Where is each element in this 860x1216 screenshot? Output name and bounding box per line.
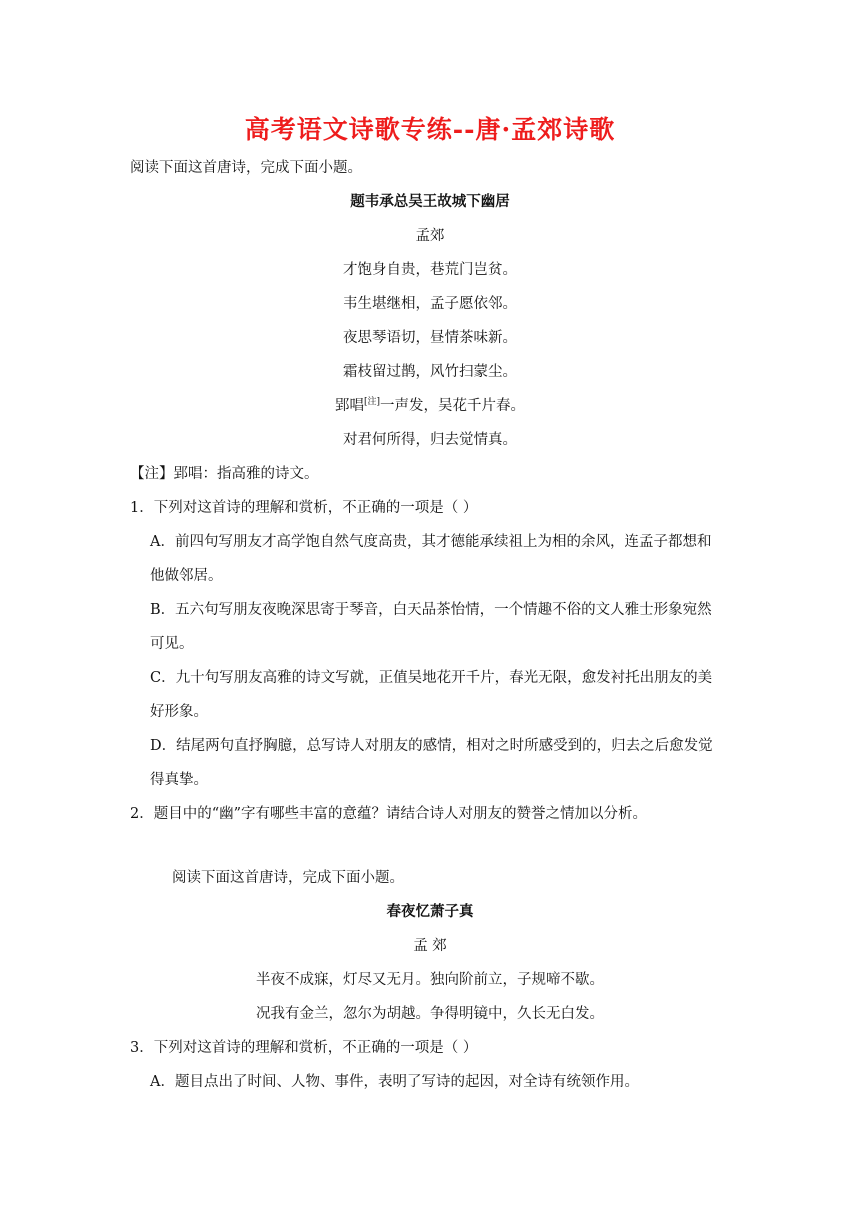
q1-option-b-cont: 可见。 (150, 636, 194, 652)
poem1-line5-pre: 郢唱 (334, 398, 364, 414)
poem1-author: 孟郊 (415, 228, 445, 244)
section2-intro: 阅读下面这首唐诗，完成下面小题。 (172, 870, 404, 886)
q1-option-c-cont: 好形象。 (150, 704, 208, 720)
poem2-line: 半夜不成寐，灯尽又无月。独向阶前立，子规啼不歇。 (256, 972, 604, 988)
q1-option-c: C．九十句写朋友高雅的诗文写就，正值吴地花开千片，春光无限，愈发衬托出朋友的美 (150, 670, 713, 686)
question-3: 3．下列对这首诗的理解和赏析，不正确的一项是（ ） (130, 1040, 478, 1056)
poem1-line: 夜思琴语切，昼情茶味新。 (343, 330, 517, 346)
poem1-line5-post: 一声发，吴花千片春。 (380, 398, 526, 414)
q1-option-d-cont: 得真挚。 (150, 772, 208, 788)
q1-option-b: B．五六句写朋友夜晚深思寄于琴音，白天品茶怡情，一个情趣不俗的文人雅士形象宛然 (150, 602, 712, 618)
poem1-line: 才饱身自贵，巷荒门岂贫。 (343, 262, 517, 278)
document-title: 高考语文诗歌专练--唐·孟郊诗歌 (244, 115, 616, 144)
q1-option-d: D．结尾两句直抒胸臆，总写诗人对朋友的感情，相对之时所感受到的，归去之后愈发觉 (150, 738, 713, 754)
poem1-line: 韦生堪继相，孟子愿依邻。 (343, 296, 517, 312)
q1-option-a-cont: 他做邻居。 (150, 568, 223, 584)
poem1-title: 题韦承总吴王故城下幽居 (350, 193, 510, 210)
poem2-author: 孟 郊 (413, 938, 447, 954)
section1-intro: 阅读下面这首唐诗，完成下面小题。 (130, 160, 362, 176)
q3-option-a: A．题目点出了时间、人物、事件，表明了写诗的起因，对全诗有统领作用。 (150, 1074, 639, 1090)
poem2-title: 春夜忆萧子真 (386, 903, 474, 920)
poem2-line: 况我有金兰，忽尔为胡越。争得明镜中，久长无白发。 (256, 1006, 604, 1022)
footnote-marker: [注] (363, 397, 381, 407)
poem1-line-annotated (0, 394, 860, 415)
poem1-line: 霜枝留过鹊，风竹扫蒙尘。 (343, 364, 517, 380)
q1-option-a: A．前四句写朋友才高学饱自然气度高贵，其才德能承续祖上为相的余风，连孟子都想和 (150, 534, 712, 550)
poem1-note: 【注】郢唱：指高雅的诗文。 (130, 466, 319, 482)
poem1-line: 对君何所得，归去觉情真。 (343, 432, 517, 448)
question-1: 1．下列对这首诗的理解和赏析，不正确的一项是（ ） (130, 500, 478, 516)
question-2: 2．题目中的“幽”字有哪些丰富的意蕴？请结合诗人对朋友的赞誉之情加以分析。 (130, 806, 648, 822)
